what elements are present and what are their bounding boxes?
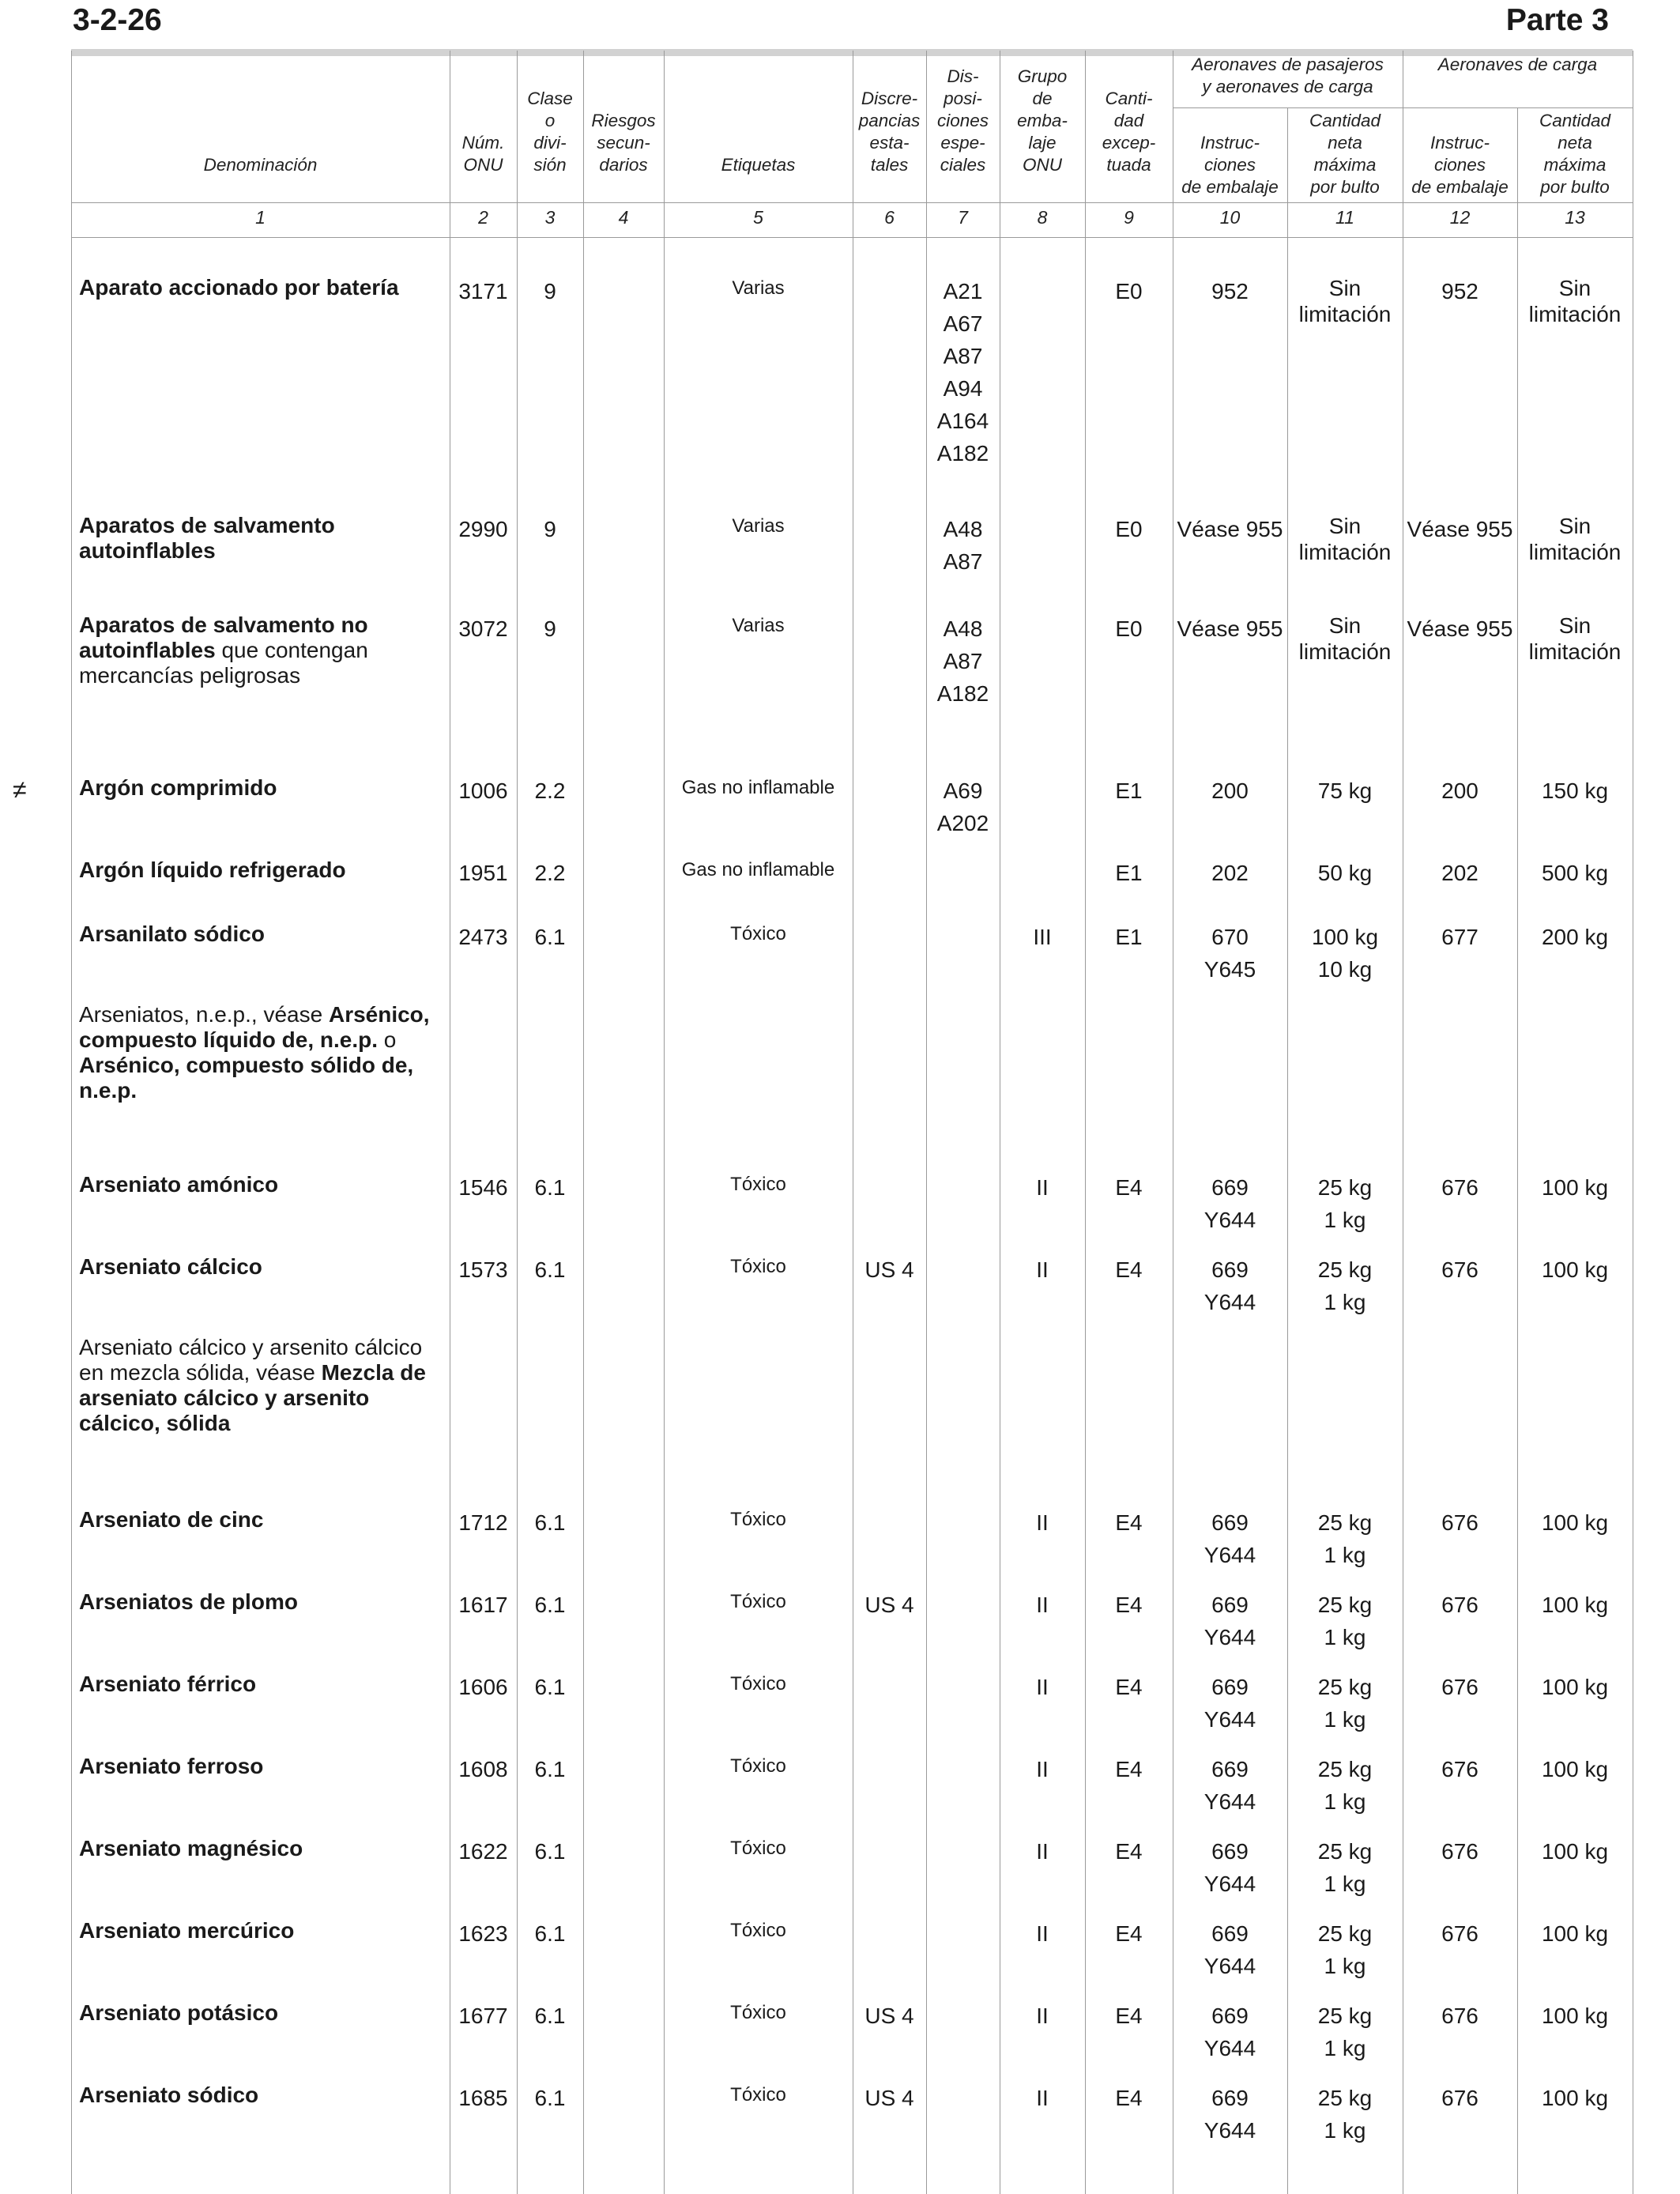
max-quantity-cargo: 100 kg [1541,1257,1609,1282]
packing-instruction-cargo: 676 [1441,1175,1478,1200]
max-quantity-cargo: Sin limitación [1528,276,1622,326]
packing-instruction-cargo: 676 [1441,1593,1478,1617]
hazard-label: Varias [732,277,785,299]
column-number: 4 [618,207,629,228]
column-number: 1 [255,207,266,228]
un-number: 1951 [458,861,508,885]
column-rule [1085,51,1086,2194]
column-number: 11 [1335,207,1354,228]
packing-instruction-cargo: 676 [1441,1257,1478,1282]
entry-name: Arseniato ferroso [79,1754,264,1778]
column-number: 13 [1565,207,1585,228]
max-quantity-cargo: Sin limitación [1528,514,1622,564]
max-quantity-pax: 25 kg 1 kg [1317,2086,1373,2143]
header-num-onu: Núm. ONU [461,133,505,175]
max-quantity-cargo: 150 kg [1541,778,1609,803]
group-rule [1173,107,1633,108]
max-quantity-cargo: Sin limitación [1528,613,1622,664]
packing-instruction-pax: 669 Y644 [1203,2004,1256,2060]
entry-name: Arseniato de cinc [79,1507,264,1532]
packing-instruction-cargo: 676 [1441,1675,1478,1699]
change-mark: ≠ [13,775,27,804]
un-number: 1617 [458,1593,508,1617]
un-number: 2473 [458,925,508,949]
packing-group: II [1036,1675,1049,1699]
header-instrucciones-cargo: Instruc- ciones de embalaje [1411,133,1509,197]
max-quantity-pax: 25 kg 1 kg [1317,1921,1373,1978]
packing-instruction-pax: Véase 955 [1177,616,1283,641]
class-division: 2.2 [534,861,566,885]
max-quantity-cargo: 500 kg [1541,861,1609,885]
header-group-pasajeros: Aeronaves de pasajeros y aeronaves de carga [1192,55,1384,96]
state-variation: US 4 [864,2086,914,2110]
packing-group: II [1036,1593,1049,1617]
class-division: 9 [544,517,556,541]
hazard-label: Tóxico [730,1920,786,1941]
page-number: 3-2-26 [73,3,162,37]
column-number: 7 [958,207,968,228]
special-provisions: A48 A87 [943,517,983,574]
un-number: 1623 [458,1921,508,1946]
max-quantity-pax: 25 kg 1 kg [1317,1675,1373,1732]
max-quantity-cargo: 100 kg [1541,2004,1609,2028]
excepted-quantity: E0 [1115,279,1143,303]
header-cantidad-pax: Cantidad neta máxima por bulto [1309,111,1381,197]
class-division: 6.1 [534,1921,566,1946]
max-quantity-pax: 25 kg 1 kg [1317,1175,1373,1232]
hazard-label: Tóxico [730,2002,786,2023]
packing-instruction-pax: 669 Y644 [1203,1175,1256,1232]
hazard-label: Tóxico [730,1509,786,1530]
excepted-quantity: E4 [1115,1921,1143,1946]
un-number: 1573 [458,1257,508,1282]
column-rule [664,51,665,2194]
packing-instruction-cargo: 676 [1441,1757,1478,1781]
un-number: 1006 [458,778,508,803]
max-quantity-pax: Sin limitación [1298,613,1392,664]
packing-group: II [1036,1921,1049,1946]
excepted-quantity: E4 [1115,1257,1143,1282]
packing-group: II [1036,2004,1049,2028]
header-denominacion: Denominación [203,155,318,175]
packing-instruction-pax: 669 Y644 [1203,1757,1256,1814]
hazard-label: Tóxico [730,1755,786,1777]
special-provisions: A21 A67 A87 A94 A164 A182 [936,279,989,466]
column-number: 5 [753,207,763,228]
excepted-quantity: E1 [1115,778,1143,803]
max-quantity-cargo: 100 kg [1541,1675,1609,1699]
header-cantidad-cargo: Cantidad neta máxima por bulto [1539,111,1611,197]
class-division: 6.1 [534,1510,566,1535]
excepted-quantity: E4 [1115,2004,1143,2028]
entry-name: Arseniato sódico [79,2083,259,2107]
un-number: 1712 [458,1510,508,1535]
excepted-quantity: E4 [1115,1757,1143,1781]
packing-group: II [1036,1839,1049,1864]
excepted-quantity: E4 [1115,2086,1143,2110]
un-number: 3171 [458,279,508,303]
un-number: 1685 [458,2086,508,2110]
entry-name: Arseniato potásico [79,2000,279,2025]
packing-instruction-pax: 669 Y644 [1203,1257,1256,1314]
header-group-carga: Aeronaves de carga [1437,55,1598,74]
hazard-label: Tóxico [730,1673,786,1695]
packing-instruction-pax: 669 Y644 [1203,1510,1256,1567]
hazard-label: Gas no inflamable [681,859,835,880]
hazard-label: Varias [732,615,785,636]
column-number: 8 [1037,207,1048,228]
packing-group: III [1033,925,1052,949]
packing-group: II [1036,1257,1049,1282]
column-number: 3 [544,207,556,228]
class-division: 6.1 [534,925,566,949]
packing-instruction-cargo: 676 [1441,1839,1478,1864]
state-variation: US 4 [864,1593,914,1617]
hazard-label: Tóxico [730,923,786,944]
excepted-quantity: E0 [1115,517,1143,541]
class-division: 6.1 [534,1675,566,1699]
un-number: 1606 [458,1675,508,1699]
max-quantity-cargo: 100 kg [1541,1839,1609,1864]
max-quantity-pax: 25 kg 1 kg [1317,2004,1373,2060]
header-instrucciones-pax: Instruc- ciones de embalaje [1181,133,1279,197]
hazard-label: Tóxico [730,1838,786,1859]
max-quantity-pax: 25 kg 1 kg [1317,1510,1373,1567]
excepted-quantity: E1 [1115,925,1143,949]
max-quantity-cargo: 100 kg [1541,1510,1609,1535]
packing-group: II [1036,1757,1049,1781]
packing-instruction-pax: 669 Y644 [1203,1593,1256,1649]
class-division: 9 [544,279,556,303]
column-rule [71,51,72,2194]
packing-instruction-cargo: Véase 955 [1407,616,1513,641]
column-rule [1517,107,1518,2194]
max-quantity-cargo: 100 kg [1541,1757,1609,1781]
header-discrepancias: Discre- pancias esta- tales [858,89,921,175]
packing-instruction-cargo: 676 [1441,1921,1478,1946]
packing-instruction-pax: 202 [1211,861,1249,885]
header-grupo-embalaje: Grupo de emba- laje ONU [1017,66,1068,175]
max-quantity-pax: Sin limitación [1298,514,1392,564]
header-etiquetas: Etiquetas [721,155,796,175]
max-quantity-pax: 50 kg [1317,861,1373,885]
max-quantity-pax: 25 kg 1 kg [1317,1757,1373,1814]
packing-instruction-cargo: 677 [1441,925,1478,949]
entry-name: Argón líquido refrigerado [79,858,346,882]
un-number: 1622 [458,1839,508,1864]
packing-instruction-cargo: 676 [1441,2004,1478,2028]
class-division: 6.1 [534,1757,566,1781]
un-number: 2990 [458,517,508,541]
entry-name: Arseniato amónico [79,1172,279,1197]
hazard-label: Tóxico [730,1591,786,1612]
header-disposiciones: Dis- posi- ciones espe- ciales [936,66,989,175]
packing-instruction-cargo: Véase 955 [1407,517,1513,541]
packing-instruction-pax: 669 Y644 [1203,1921,1256,1978]
packing-instruction-cargo: 676 [1441,2086,1478,2110]
packing-instruction-cargo: 202 [1441,861,1478,885]
header-clase: Clase o divi- sión [527,89,573,175]
column-number: 10 [1219,207,1241,228]
max-quantity-pax: Sin limitación [1298,276,1392,326]
entry-name: Arsanilato sódico [79,922,265,946]
excepted-quantity: E0 [1115,616,1143,641]
column-rule [517,51,518,2194]
excepted-quantity: E4 [1115,1510,1143,1535]
class-division: 6.1 [534,1593,566,1617]
class-division: 2.2 [534,778,566,803]
packing-instruction-pax: 669 Y644 [1203,1839,1256,1896]
packing-instruction-pax: 669 Y644 [1203,2086,1256,2143]
column-number: 6 [884,207,895,228]
max-quantity-cargo: 100 kg [1541,1921,1609,1946]
hazard-label: Gas no inflamable [681,777,835,798]
max-quantity-cargo: 200 kg [1541,925,1609,949]
column-number: 2 [478,207,488,228]
un-number: 1677 [458,2004,508,2028]
special-provisions: A69 A202 [936,778,989,835]
packing-instruction-pax: Véase 955 [1177,517,1283,541]
packing-group: II [1036,2086,1049,2110]
state-variation: US 4 [864,2004,914,2028]
hazard-label: Tóxico [730,1256,786,1277]
column-rule [583,51,584,2194]
class-division: 6.1 [534,2086,566,2110]
excepted-quantity: E1 [1115,861,1143,885]
excepted-quantity: E4 [1115,1839,1143,1864]
state-variation: US 4 [864,1257,914,1282]
max-quantity-pax: 75 kg [1317,778,1373,803]
excepted-quantity: E4 [1115,1675,1143,1699]
class-division: 9 [544,616,556,641]
packing-instruction-cargo: 676 [1441,1510,1478,1535]
header-cantidad-exceptuada: Canti- dad excep- tuada [1102,89,1156,175]
excepted-quantity: E4 [1115,1593,1143,1617]
header-bottom-rule [71,202,1633,203]
entry-name: Arseniato mercúrico [79,1918,295,1943]
entry-name: Aparatos de salvamento no autoinflables que contengan mercancías peligrosas [79,613,368,688]
class-division: 6.1 [534,1175,566,1200]
max-quantity-pax: 100 kg 10 kg [1311,925,1379,982]
excepted-quantity: E4 [1115,1175,1143,1200]
column-number: 9 [1124,207,1134,228]
packing-instruction-pax: 952 [1211,279,1249,303]
packing-instruction-cargo: 200 [1441,778,1478,803]
packing-instruction-cargo: 952 [1441,279,1478,303]
class-division: 6.1 [534,1257,566,1282]
packing-instruction-pax: 670 Y645 [1203,925,1256,982]
class-division: 6.1 [534,1839,566,1864]
un-number: 3072 [458,616,508,641]
max-quantity-cargo: 100 kg [1541,1593,1609,1617]
max-quantity-pax: 25 kg 1 kg [1317,1593,1373,1649]
max-quantity-pax: 25 kg 1 kg [1317,1257,1373,1314]
entry-name: Arseniato férrico [79,1672,257,1696]
packing-group: II [1036,1175,1049,1200]
packing-group: II [1036,1510,1049,1535]
hazard-label: Varias [732,515,785,537]
entry-name: Aparato accionado por batería [79,275,399,300]
un-number: 1546 [458,1175,508,1200]
entry-name: Argón comprimido [79,775,277,800]
packing-instruction-pax: 200 [1211,778,1249,803]
max-quantity-pax: 25 kg 1 kg [1317,1839,1373,1896]
entry-name: Arseniato cálcico [79,1254,262,1279]
packing-instruction-pax: 669 Y644 [1203,1675,1256,1732]
column-number: 12 [1449,207,1471,228]
entry-name: Aparatos de salvamento autoinflables [79,513,335,563]
max-quantity-cargo: 100 kg [1541,2086,1609,2110]
header-riesgos: Riesgos secun- darios [591,111,656,175]
un-number: 1608 [458,1757,508,1781]
entry-name: Arseniato magnésico [79,1836,303,1860]
max-quantity-cargo: 100 kg [1541,1175,1609,1200]
special-provisions: A48 A87 A182 [936,616,989,706]
cross-reference-entry: Arseniatos, n.e.p., véase Arsénico, compuesto líquido de, n.e.p. o Arsénico, compuesto sólido de, n.e.p. [79,1002,430,1103]
part-title: Parte 3 [1505,3,1609,37]
hazard-label: Tóxico [730,2084,786,2105]
class-division: 6.1 [534,2004,566,2028]
entry-name: Arseniatos de plomo [79,1589,298,1614]
hazard-label: Tóxico [730,1174,786,1195]
cross-reference-entry: Arseniato cálcico y arsenito cálcico en mezcla sólida, véase Mezcla de arseniato cálcico y arsenito cálcico, sólida [79,1335,426,1435]
column-number-rule [71,237,1633,238]
